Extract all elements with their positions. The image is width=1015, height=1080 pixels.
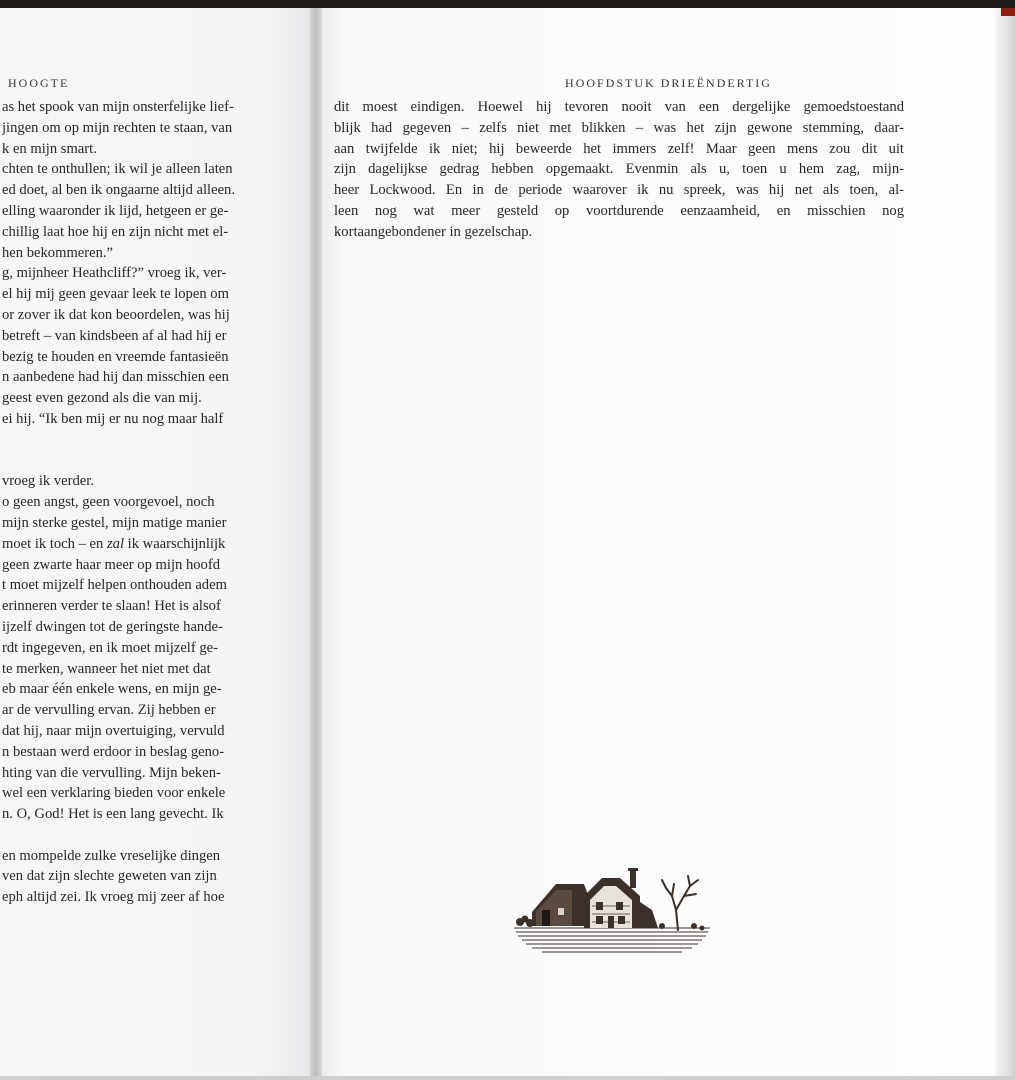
text-line: elling waaronder ik lijd, hetgeen er ge- <box>2 202 229 219</box>
text-line: rdt ingegeven, en ik moet mijzelf ge- <box>2 639 218 656</box>
text-line: dit moest eindigen. Hoewel hij tevoren nooit van een dergelijke gemoedstoestand <box>334 99 904 115</box>
text-line: wel een verklaring bieden voor enkele <box>2 785 226 802</box>
text-line: eph altijd zei. Ik vroeg mij zeer af hoe <box>2 889 225 906</box>
text-line: bezig te houden en vreemde fantasieën <box>2 348 229 365</box>
text-line: chillig laat hoe hij en zijn nicht met el- <box>2 223 229 240</box>
text-line: mijn sterke gestel, mijn matige manier <box>2 514 227 531</box>
text-line: el hij mij geen gevaar leek te lopen om <box>2 286 229 303</box>
text-line: betreft – van kindsbeen af al had hij er <box>2 327 227 344</box>
text-line: ar de vervulling ervan. Zij hebben er <box>2 702 216 719</box>
text-line: kortaangebondener in gezelschap. <box>334 223 533 240</box>
left-page-text <box>2 97 308 908</box>
text-line-blank <box>2 825 308 846</box>
text-line: hting van die vervulling. Mijn beken- <box>2 764 221 781</box>
text-line: ei hij. “Ik ben mij er nu nog maar half <box>2 410 224 427</box>
text-line-with-emphasis <box>2 534 308 555</box>
text-line: te merken, wanneer het niet met dat <box>2 660 211 677</box>
right-page-edge <box>995 8 1015 1076</box>
text-line-part: ik waarschijnlijk <box>124 535 226 552</box>
text-line: as het spook van mijn onsterfelijke lief- <box>2 99 234 115</box>
scan-bottom-edge <box>0 1076 1015 1080</box>
text-line: geest even gezond als die van mij. <box>2 390 202 407</box>
text-line: leen nog wat meer gesteld op voortdurende eenzaamheid, en misschien nog <box>334 202 904 219</box>
text-line: jingen om op mijn rechten te staan, van <box>2 119 233 136</box>
scan-top-edge <box>0 0 1015 8</box>
text-line: heer Lockwood. En in de periode waarover ik nu spreek, was hij net als toen, al- <box>334 182 904 199</box>
text-line: k en mijn smart. <box>2 140 97 157</box>
text-line: hen bekommeren.” <box>2 244 114 261</box>
emphasized-word: zal <box>106 535 125 552</box>
text-line: zijn dagelijkse gedrag hebben opgemaakt. Evenmin als u, toen u hem zag, mijn- <box>334 161 904 178</box>
text-line: erinneren verder te slaan! Het is alsof <box>2 598 221 615</box>
text-line: g, mijnheer Heathcliff?” vroeg ik, ver- <box>2 265 227 282</box>
text-line-part: moet ik toch – en <box>2 535 107 552</box>
text-line: n aanbedene had hij dan misschien een <box>2 369 229 386</box>
running-head-left: HOOGTE <box>8 76 70 90</box>
running-head-right: HOOFDSTUK DRIEËNDERTIG <box>565 76 772 90</box>
text-line: n bestaan werd erdoor in beslag geno- <box>2 743 225 760</box>
text-line: vroeg ik verder. <box>2 473 94 490</box>
text-line-blank <box>2 430 308 451</box>
text-line: o geen angst, geen voorgevoel, noch <box>2 494 215 511</box>
farmhouse-woodcut-icon <box>512 866 712 962</box>
text-line: ven dat zijn slechte geweten van zijn <box>2 868 217 885</box>
text-line: ijzelf dwingen tot de geringste hande- <box>2 618 223 635</box>
text-line-blank <box>2 451 308 472</box>
text-line: t moet mijzelf helpen onthouden adem <box>2 577 227 594</box>
right-page-text <box>334 97 904 243</box>
text-line: or zover ik dat kon beoordelen, was hij <box>2 306 230 323</box>
text-line: dat hij, naar mijn overtuiging, vervuld <box>2 722 225 739</box>
bookmark-ribbon <box>1001 8 1015 16</box>
text-line: n. O, God! Het is een lang gevecht. Ik <box>2 806 224 823</box>
text-line: aan twijfelde ik niet; hij beweerde het immers zelf! Maar geen mens zou dit uit <box>334 140 904 157</box>
right-page <box>322 8 1015 1076</box>
left-page <box>0 8 318 1076</box>
text-line: chten te onthullen; ik wil je alleen laten <box>2 161 233 178</box>
text-line: eb maar één enkele wens, en mijn ge- <box>2 681 222 698</box>
text-line: ed doet, al ben ik ongaarne altijd alleen. <box>2 182 236 199</box>
text-line: geen zwarte haar meer op mijn hoofd <box>2 556 221 573</box>
text-line: blijk had gegeven – zelfs niet met blikken – was het zijn gewone stemming, daar- <box>334 119 904 136</box>
text-line: en mompelde zulke vreselijke dingen <box>2 847 221 864</box>
